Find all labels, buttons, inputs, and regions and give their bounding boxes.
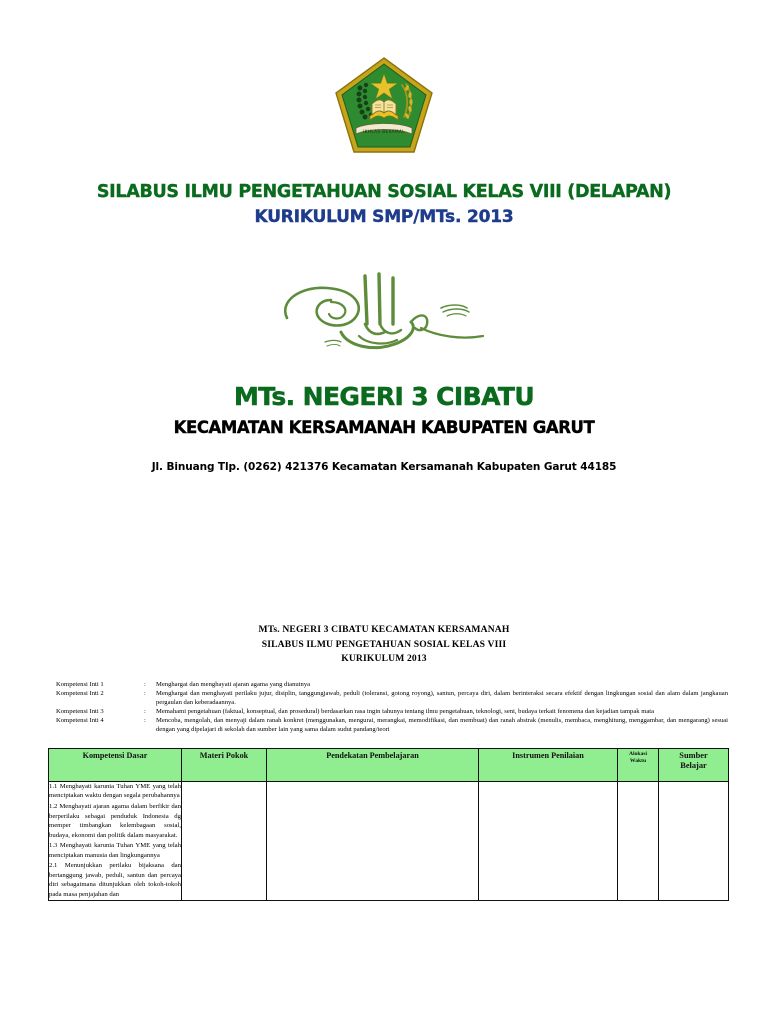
cell-pendekatan-pembelajaran <box>267 781 479 900</box>
school-name: MTs. NEGERI 3 CIBATU <box>233 381 535 411</box>
bismillah-calligraphy-icon <box>269 262 499 362</box>
column-header-sumber-belajar <box>659 748 729 781</box>
emblem-wrap <box>0 52 768 160</box>
kompetensi-inti-label: Kompetensi Inti 4 <box>56 717 104 725</box>
kompetensi-inti-label: Kompetensi Inti 3 <box>56 708 104 716</box>
silabus-table <box>48 748 729 901</box>
kompetensi-inti-row <box>56 690 728 708</box>
kompetensi-inti-row <box>56 717 728 735</box>
kompetensi-dasar-item: 1.3 Menghayati karunia Tuhan YME yang telah menciptakan manusia dan lingkungannya <box>49 842 181 859</box>
kompetensi-inti-text: Menghargai dan menghayati ajaran agama yang dianutnya <box>156 681 311 689</box>
kemenag-logo-icon <box>332 54 436 158</box>
kompetensi-inti-colon: : <box>144 717 146 725</box>
column-header-alokasi-line1: Alokasi <box>628 750 648 757</box>
banner-ribbon <box>356 124 412 135</box>
table-header-row <box>49 748 729 781</box>
column-header-kompetensi-dasar: Kompetensi Dasar <box>49 748 182 781</box>
column-header-alokasi-line2: Waktu <box>629 757 647 764</box>
cover-title-line2: KURIKULUM SMP/MTs. 2013 <box>254 207 514 228</box>
column-header-sumber-line1: Sumber <box>679 750 708 760</box>
column-header-pendekatan-pembelajaran: Pendekatan Pembelajaran <box>267 748 479 781</box>
cell-kompetensi-dasar <box>49 781 182 900</box>
cell-alokasi-waktu <box>618 781 659 900</box>
kompetensi-inti-colon: : <box>144 681 146 689</box>
kompetensi-inti-text: Mencoba, mengolah, dan menyaji dalam ranah konkret (menggunakan, mengurai, merangkai, memodifikasi, dan membuat) dan ranah abstrak (menulis, membaca, menghitung, menggambar, dan mengarang) sesuai dengan yang dipelajari di sekolah dan sumber lain yang sama dalam sudut pandang/teori <box>156 717 728 734</box>
kompetensi-inti-text: Menghargai dan menghayati perilaku jujur, disiplin, tanggungjawab, peduli (toleransi, gotong royong), santun, percaya diri, dalam berinteraksi secara efektif dengan lingkungan sosial dan alam dalam jangkauan pergaulan dan keberadaannya. <box>156 690 728 707</box>
kompetensi-inti-row <box>56 708 728 717</box>
cell-sumber-belajar <box>659 781 729 900</box>
column-header-materi-pokok: Materi Pokok <box>182 748 267 781</box>
document-heading-line1: MTs. NEGERI 3 CIBATU KECAMATAN KERSAMANAH <box>258 623 510 635</box>
document-heading-line3: KURIKULUM 2013 <box>341 653 427 665</box>
school-address: Jl. Binuang Tlp. (0262) 421376 Kecamatan Kersamanah Kabupaten Garut 44185 <box>151 460 617 473</box>
cell-materi-pokok <box>182 781 267 900</box>
open-book-icon <box>370 100 398 120</box>
cell-instrumen-penilaian <box>479 781 618 900</box>
column-header-instrumen-penilaian: Instrumen Penilaian <box>479 748 618 781</box>
kompetensi-dasar-item: 1.1 Menghayati karunia Tuhan YME yang telah menciptakan waktu dengan segala perubahannya <box>49 782 181 800</box>
column-header-sumber-line2: Belajar <box>680 760 707 770</box>
cover-title-line1: SILABUS ILMU PENGETAHUAN SOSIAL KELAS VIII (DELAPAN) <box>96 182 672 202</box>
silabus-table-wrap <box>0 748 768 901</box>
document-heading <box>0 623 768 668</box>
school-subtitle: KECAMATAN KERSAMANAH KABUPATEN GARUT <box>173 417 595 437</box>
kompetensi-inti-text: Memahami pengetahuan (faktual, konseptual, dan prosedural) berdasarkan rasa ingin tahunya tentang ilmu pengetahuan, teknologi, seni, budaya terkait fenomena dan kejadian tampak mata <box>156 708 655 716</box>
kompetensi-inti-block <box>0 681 768 735</box>
cover-block <box>0 0 768 473</box>
calligraphy-wrap <box>0 260 768 364</box>
kompetensi-inti-row <box>56 681 728 690</box>
kompetensi-inti-colon: : <box>144 708 146 716</box>
banner-text: IKHLAS BERAMAL <box>363 129 405 135</box>
document-heading-line2: SILABUS ILMU PENGETAHUAN SOSIAL KELAS VIII <box>261 638 507 650</box>
kompetensi-dasar-item: 2.1 Menunjukkan perilaku bijaksana dan bertanggung jawab, peduli, santun dan percaya diri sebagaimana ditunjukkan oleh tokoh-tokoh pada masa penjajahan dan <box>49 862 181 898</box>
kompetensi-inti-label: Kompetensi Inti 2 <box>56 690 104 698</box>
kompetensi-inti-colon: : <box>144 690 146 698</box>
table-row <box>49 781 729 900</box>
kompetensi-dasar-item: 1.2 Menghayati ajaran agama dalam berfikir dan berperilaku sebagai penduduk Indonesia dg memper timbangkan kelembagaan sosial, budaya, ekonomi dan politik dalam masyarakat. <box>49 803 181 839</box>
column-header-alokasi-waktu <box>618 748 659 781</box>
kompetensi-inti-label: Kompetensi Inti 1 <box>56 681 104 689</box>
